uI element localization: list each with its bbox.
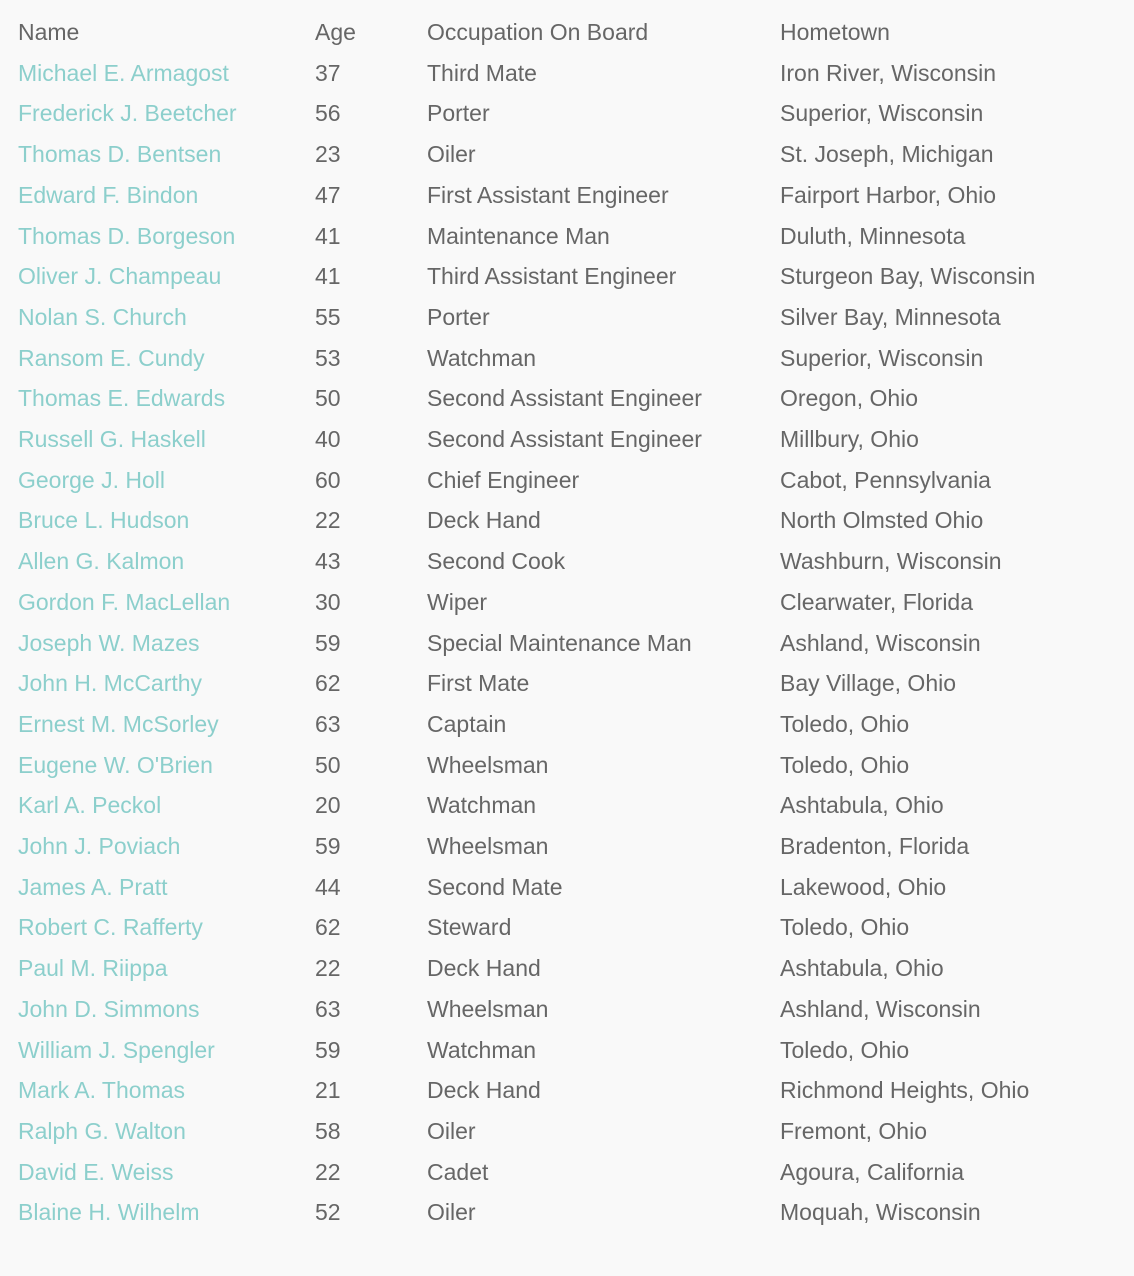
table-row: [18, 175, 1120, 216]
cell-hometown: Silver Bay, Minnesota: [780, 303, 1001, 330]
cell-age: 41: [315, 263, 341, 290]
crew-name-link[interactable]: Edward F. Bindon: [18, 181, 199, 208]
table-row: [18, 1111, 1120, 1152]
table-row: [18, 338, 1120, 379]
table-row: [18, 378, 1120, 419]
cell-hometown: Lakewood, Ohio: [780, 873, 947, 900]
cell-occupation: Chief Engineer: [427, 466, 580, 493]
cell-hometown: Toledo, Ohio: [780, 710, 910, 737]
table-row: [18, 53, 1120, 94]
crew-name-link[interactable]: John D. Simmons: [18, 995, 200, 1022]
cell-hometown: Toledo, Ohio: [780, 751, 910, 778]
cell-occupation: Oiler: [427, 1199, 476, 1226]
cell-name: [18, 1111, 315, 1152]
cell-occupation: Wheelsman: [427, 751, 549, 778]
cell-age: 60: [315, 466, 341, 493]
cell-name: [18, 93, 315, 134]
cell-occupation: Wheelsman: [427, 995, 549, 1022]
cell-name: [18, 907, 315, 948]
crew-name-link[interactable]: Eugene W. O'Brien: [18, 751, 213, 778]
cell-age: 52: [315, 1199, 341, 1226]
cell-name: [18, 500, 315, 541]
table-row: [18, 1152, 1120, 1193]
cell-name: [18, 582, 315, 623]
cell-occupation: Cadet: [427, 1158, 489, 1185]
crew-name-link[interactable]: William J. Spengler: [18, 1036, 215, 1063]
cell-name: [18, 419, 315, 460]
cell-age: 30: [315, 588, 341, 615]
cell-name: [18, 256, 315, 297]
cell-name: [18, 175, 315, 216]
table-row: [18, 704, 1120, 745]
cell-age: 47: [315, 181, 341, 208]
cell-occupation: First Mate: [427, 670, 530, 697]
cell-age: 63: [315, 710, 341, 737]
crew-name-link[interactable]: Thomas D. Borgeson: [18, 222, 236, 249]
table-row: [18, 623, 1120, 664]
cell-hometown: Ashland, Wisconsin: [780, 995, 981, 1022]
cell-name: [18, 338, 315, 379]
cell-occupation: Third Mate: [427, 59, 537, 86]
table-row: [18, 989, 1120, 1030]
crew-name-link[interactable]: Ernest M. McSorley: [18, 710, 219, 737]
cell-hometown: Cabot, Pennsylvania: [780, 466, 991, 493]
cell-name: [18, 663, 315, 704]
crew-name-link[interactable]: Robert C. Rafferty: [18, 914, 203, 941]
crew-name-link[interactable]: Nolan S. Church: [18, 303, 187, 330]
cell-name: [18, 623, 315, 664]
cell-age: 62: [315, 670, 341, 697]
cell-occupation: Steward: [427, 914, 512, 941]
table-header: [18, 12, 1120, 53]
table-row: [18, 1070, 1120, 1111]
cell-name: [18, 989, 315, 1030]
crew-name-link[interactable]: Allen G. Kalmon: [18, 548, 185, 575]
table-row: [18, 582, 1120, 623]
crew-name-link[interactable]: Bruce L. Hudson: [18, 507, 190, 534]
cell-hometown: Richmond Heights, Ohio: [780, 1077, 1030, 1104]
cell-hometown: St. Joseph, Michigan: [780, 141, 994, 168]
table-row: [18, 948, 1120, 989]
cell-hometown: Superior, Wisconsin: [780, 100, 984, 127]
cell-hometown: Moquah, Wisconsin: [780, 1199, 981, 1226]
cell-hometown: Toledo, Ohio: [780, 914, 910, 941]
table-row: [18, 134, 1120, 175]
cell-occupation: Watchman: [427, 1036, 537, 1063]
cell-name: [18, 378, 315, 419]
cell-name: [18, 1152, 315, 1193]
cell-age: 58: [315, 1117, 341, 1144]
cell-hometown: North Olmsted Ohio: [780, 507, 984, 534]
cell-occupation: Maintenance Man: [427, 222, 610, 249]
cell-occupation: Oiler: [427, 141, 476, 168]
table-row: [18, 1030, 1120, 1071]
cell-hometown: Ashtabula, Ohio: [780, 955, 944, 982]
cell-occupation: Second Assistant Engineer: [427, 426, 702, 453]
cell-hometown: Agoura, California: [780, 1158, 965, 1185]
cell-hometown: Toledo, Ohio: [780, 1036, 910, 1063]
crew-name-link[interactable]: Mark A. Thomas: [18, 1077, 186, 1104]
table-row: [18, 1192, 1120, 1233]
crew-name-link[interactable]: Frederick J. Beetcher: [18, 100, 237, 127]
cell-occupation: Porter: [427, 100, 490, 127]
cell-hometown: Iron River, Wisconsin: [780, 59, 997, 86]
crew-name-link[interactable]: Russell G. Haskell: [18, 426, 206, 453]
cell-name: [18, 948, 315, 989]
crew-name-link[interactable]: Paul M. Riippa: [18, 955, 168, 982]
table-row: [18, 541, 1120, 582]
cell-age: 50: [315, 751, 341, 778]
crew-name-link[interactable]: Michael E. Armagost: [18, 59, 229, 86]
table-row: [18, 867, 1120, 908]
crew-name-link[interactable]: Ralph G. Walton: [18, 1117, 186, 1144]
table-row: [18, 745, 1120, 786]
cell-age: 59: [315, 833, 341, 860]
crew-name-link[interactable]: Thomas E. Edwards: [18, 385, 226, 412]
cell-occupation: Captain: [427, 710, 507, 737]
crew-name-link[interactable]: John J. Poviach: [18, 833, 181, 860]
crew-name-link[interactable]: Ransom E. Cundy: [18, 344, 205, 371]
cell-age: 53: [315, 344, 341, 371]
cell-hometown: Fremont, Ohio: [780, 1117, 927, 1144]
crew-name-link[interactable]: John H. McCarthy: [18, 670, 203, 697]
cell-name: [18, 134, 315, 175]
cell-name: [18, 460, 315, 501]
crew-name-link[interactable]: Blaine H. Wilhelm: [18, 1199, 200, 1226]
cell-name: [18, 1030, 315, 1071]
table-row: [18, 93, 1120, 134]
cell-age: 59: [315, 1036, 341, 1063]
table-row: [18, 500, 1120, 541]
table-row: [18, 216, 1120, 257]
cell-occupation: Second Assistant Engineer: [427, 385, 702, 412]
cell-hometown: Duluth, Minnesota: [780, 222, 966, 249]
table-body: [18, 53, 1120, 1233]
cell-occupation: Special Maintenance Man: [427, 629, 692, 656]
cell-hometown: Ashtabula, Ohio: [780, 792, 944, 819]
cell-age: 56: [315, 100, 341, 127]
table-row: [18, 419, 1120, 460]
cell-occupation: Watchman: [427, 792, 537, 819]
cell-age: 22: [315, 1158, 341, 1185]
table-row: [18, 785, 1120, 826]
cell-occupation: Deck Hand: [427, 955, 541, 982]
cell-hometown: Sturgeon Bay, Wisconsin: [780, 263, 1036, 290]
header-age: Age: [315, 19, 356, 45]
cell-hometown: Oregon, Ohio: [780, 385, 919, 412]
cell-occupation: Wiper: [427, 588, 488, 615]
table-row: [18, 826, 1120, 867]
crew-name-link[interactable]: Joseph W. Mazes: [18, 629, 200, 656]
cell-age: 44: [315, 873, 341, 900]
cell-age: 40: [315, 426, 341, 453]
crew-table: [18, 12, 1120, 1233]
cell-age: 23: [315, 141, 341, 168]
crew-name-link[interactable]: Gordon F. MacLellan: [18, 588, 231, 615]
header-row: [18, 12, 1120, 53]
table-row: [18, 297, 1120, 338]
cell-age: 63: [315, 995, 341, 1022]
crew-name-link[interactable]: Karl A. Peckol: [18, 792, 162, 819]
cell-name: [18, 216, 315, 257]
cell-hometown: Ashland, Wisconsin: [780, 629, 981, 656]
table-row: [18, 256, 1120, 297]
cell-age: 37: [315, 59, 341, 86]
cell-age: 22: [315, 955, 341, 982]
table-row: [18, 907, 1120, 948]
header-occupation: Occupation On Board: [427, 19, 649, 45]
cell-name: [18, 1070, 315, 1111]
cell-occupation: Second Mate: [427, 873, 563, 900]
cell-occupation: Third Assistant Engineer: [427, 263, 677, 290]
table-row: [18, 663, 1120, 704]
cell-occupation: Wheelsman: [427, 833, 549, 860]
cell-occupation: Deck Hand: [427, 507, 541, 534]
cell-hometown: Superior, Wisconsin: [780, 344, 984, 371]
crew-name-link[interactable]: David E. Weiss: [18, 1158, 174, 1185]
table-row: [18, 460, 1120, 501]
cell-hometown: Clearwater, Florida: [780, 588, 974, 615]
cell-name: [18, 53, 315, 94]
cell-hometown: Washburn, Wisconsin: [780, 548, 1002, 575]
cell-age: 55: [315, 303, 341, 330]
cell-age: 62: [315, 914, 341, 941]
cell-age: 22: [315, 507, 341, 534]
cell-occupation: Porter: [427, 303, 490, 330]
cell-name: [18, 745, 315, 786]
cell-name: [18, 541, 315, 582]
crew-name-link[interactable]: George J. Holl: [18, 466, 166, 493]
cell-hometown: Bradenton, Florida: [780, 833, 970, 860]
crew-name-link[interactable]: James A. Pratt: [18, 873, 168, 900]
cell-occupation: First Assistant Engineer: [427, 181, 669, 208]
cell-age: 20: [315, 792, 341, 819]
header-hometown: Hometown: [780, 19, 890, 45]
cell-age: 41: [315, 222, 341, 249]
crew-name-link[interactable]: Thomas D. Bentsen: [18, 141, 222, 168]
cell-occupation: Deck Hand: [427, 1077, 541, 1104]
cell-age: 50: [315, 385, 341, 412]
cell-hometown: Millbury, Ohio: [780, 426, 919, 453]
cell-age: 59: [315, 629, 341, 656]
cell-name: [18, 297, 315, 338]
cell-age: 43: [315, 548, 341, 575]
cell-hometown: Fairport Harbor, Ohio: [780, 181, 997, 208]
cell-hometown: Bay Village, Ohio: [780, 670, 957, 697]
cell-occupation: Watchman: [427, 344, 537, 371]
cell-name: [18, 785, 315, 826]
cell-name: [18, 1192, 315, 1233]
crew-name-link[interactable]: Oliver J. Champeau: [18, 263, 222, 290]
cell-name: [18, 826, 315, 867]
cell-age: 21: [315, 1077, 341, 1104]
cell-occupation: Oiler: [427, 1117, 476, 1144]
cell-name: [18, 704, 315, 745]
cell-name: [18, 867, 315, 908]
cell-occupation: Second Cook: [427, 548, 566, 575]
header-name: Name: [18, 19, 80, 45]
